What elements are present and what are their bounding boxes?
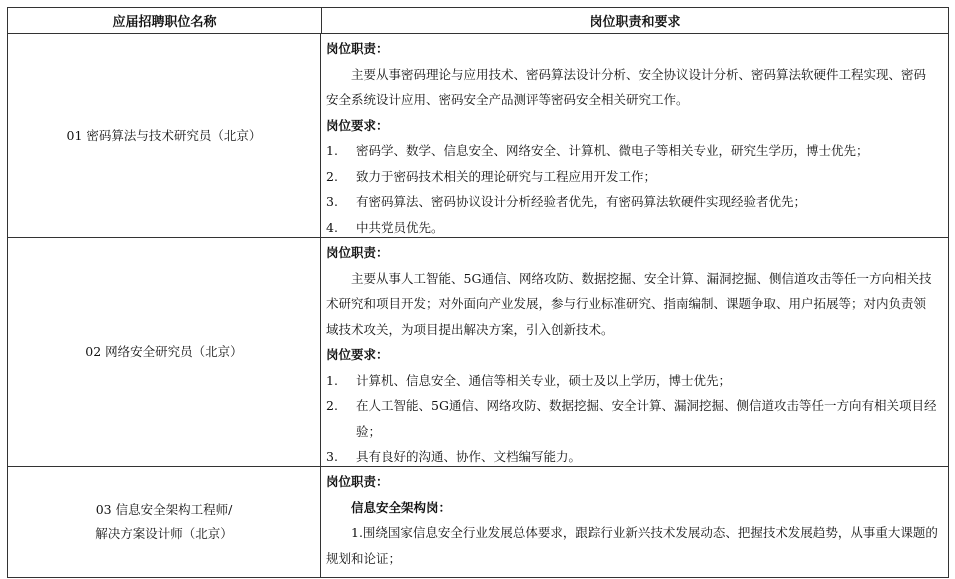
- duty-label: 岗位职责：: [326, 245, 389, 260]
- requirement-text: 具有良好的沟通、协作、文档编写能力。: [356, 449, 582, 464]
- table-row: [8, 238, 948, 467]
- requirement-number: 2.: [326, 168, 338, 184]
- position-name-text: 01 密码算法与技术研究员（北京）: [66, 127, 262, 143]
- position-detail: [321, 238, 948, 466]
- header-position-name: 应届招聘职位名称: [8, 8, 322, 33]
- duty-subheading: 信息安全架构岗：: [351, 499, 452, 515]
- requirement-item: [326, 368, 938, 394]
- requirement-item: [326, 164, 938, 190]
- requirement-item: [326, 138, 938, 164]
- requirement-item: [326, 393, 938, 444]
- requirement-text: 致力于密码技术相关的理论研究与工程应用开发工作；: [356, 168, 657, 184]
- requirement-number: 2.: [326, 398, 338, 413]
- duty-label: 岗位职责：: [326, 474, 389, 489]
- duty-text: 主要从事人工智能、5G通信、网络攻防、数据挖掘、安全计算、漏洞挖掘、侧信道攻击等任一方向相关技术研究和项目开发；对外面向产业发展，参与行业标准研究、指南编制、课题争取、用户拓展等；对内负责领域技术攻关，为项目提出解决方案，引入创新技术。: [326, 270, 932, 337]
- position-name-line2: 解决方案设计师（北京）: [95, 526, 233, 541]
- position-name-line1: 03 信息安全架构工程师/: [95, 502, 233, 517]
- table-header: [8, 8, 948, 34]
- requirement-number: 3.: [326, 449, 338, 464]
- requirement-number: 3.: [326, 194, 338, 209]
- position-name-text: 02 网络安全研究员（北京）: [85, 344, 243, 359]
- requirement-text: 计算机、信息安全、通信等相关专业，硕士及以上学历，博士优先；: [356, 372, 732, 388]
- position-detail: [321, 467, 948, 577]
- requirement-text: 有密码算法、密码协议设计分析经验者优先，有密码算法软硬件实现经验者优先；: [356, 194, 807, 209]
- requirement-number: 1.: [326, 372, 338, 388]
- requirement-label: 岗位要求：: [326, 347, 389, 362]
- requirement-number: 4.: [326, 219, 338, 235]
- table-row: [8, 467, 948, 577]
- position-detail: [321, 34, 948, 237]
- duty-label: 岗位职责：: [326, 41, 389, 56]
- requirement-item: [326, 189, 938, 215]
- requirement-text: 密码学、数学、信息安全、网络安全、计算机、微电子等相关专业，研究生学历，博士优先；: [356, 143, 869, 158]
- duty-text: 主要从事密码理论与应用技术、密码算法设计分析、安全协议设计分析、密码算法软硬件工程实现、密码安全系统设计应用、密码安全产品测评等密码安全相关研究工作。: [326, 66, 927, 107]
- requirement-item: [326, 215, 938, 241]
- job-table: [7, 7, 949, 578]
- position-name: [8, 34, 321, 237]
- duty-text: 1.围绕国家信息安全行业发展总体要求，跟踪行业新兴技术发展动态、把握技术发展趋势，从事重大课题的规划和论证；: [326, 525, 938, 566]
- position-name: [8, 238, 321, 466]
- requirement-text: 中共党员优先。: [356, 219, 444, 235]
- requirement-number: 1.: [326, 143, 338, 158]
- table-row: [8, 34, 948, 238]
- position-name: [8, 467, 321, 577]
- header-duties-requirements: 岗位职责和要求: [589, 15, 681, 30]
- requirement-item: [326, 444, 938, 470]
- requirement-text: 在人工智能、5G通信、网络攻防、数据挖掘、安全计算、漏洞挖掘、侧信道攻击等任一方向有相关项目经验；: [356, 398, 937, 439]
- requirement-label: 岗位要求：: [326, 117, 389, 133]
